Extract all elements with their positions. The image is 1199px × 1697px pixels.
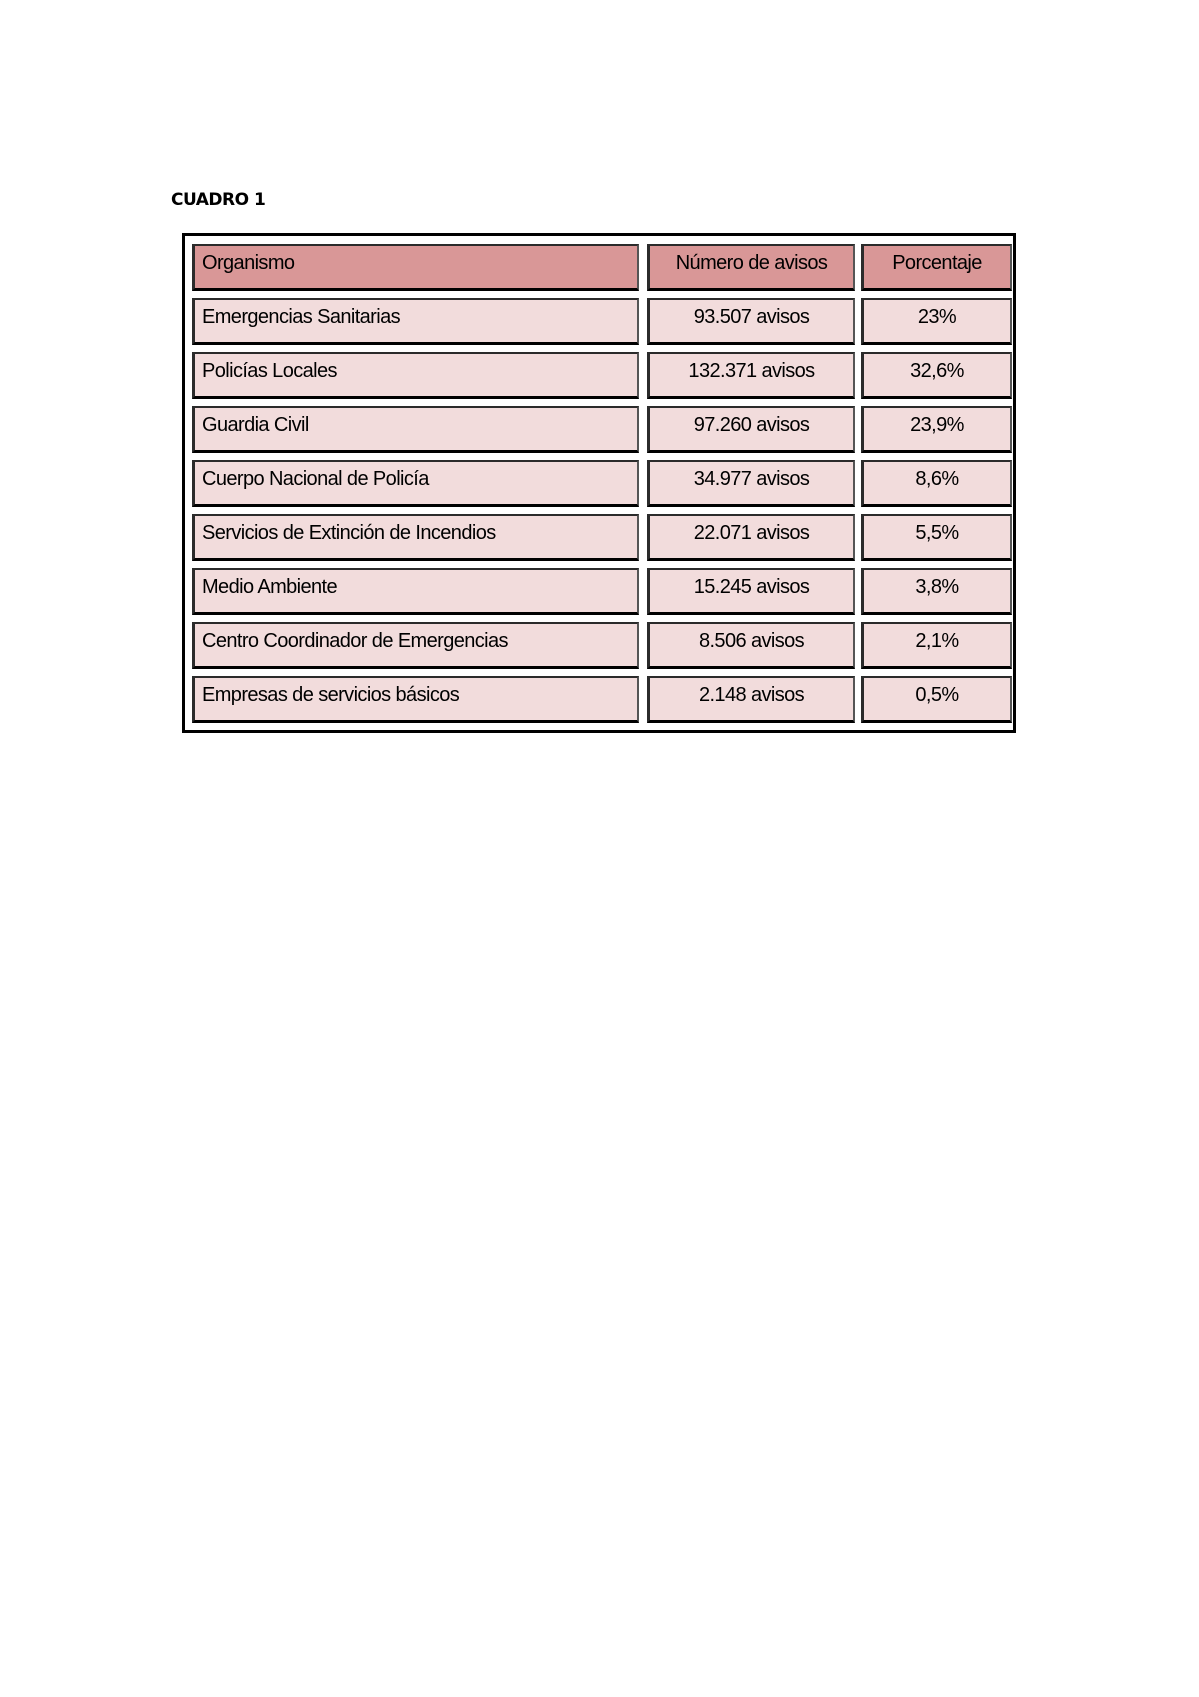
table-cell-avisos: 2.148 avisos	[647, 676, 855, 723]
table-cell-organismo: Emergencias Sanitarias	[192, 298, 639, 345]
table-header-organismo: Organismo	[192, 244, 639, 291]
table-cell-avisos: 132.371 avisos	[647, 352, 855, 399]
table-cell-porcentaje: 23%	[861, 298, 1012, 345]
table-cell-organismo: Policías Locales	[192, 352, 639, 399]
avisos-table	[182, 233, 1016, 733]
table-cell-organismo: Medio Ambiente	[192, 568, 639, 615]
table-cell-avisos: 97.260 avisos	[647, 406, 855, 453]
table-cell-organismo: Guardia Civil	[192, 406, 639, 453]
table-cell-porcentaje: 32,6%	[861, 352, 1012, 399]
page-title: CUADRO 1	[171, 190, 266, 210]
table-cell-organismo: Empresas de servicios básicos	[192, 676, 639, 723]
table-cell-avisos: 93.507 avisos	[647, 298, 855, 345]
table-cell-porcentaje: 23,9%	[861, 406, 1012, 453]
table-header-numero-avisos: Número de avisos	[647, 244, 855, 291]
table-cell-avisos: 22.071 avisos	[647, 514, 855, 561]
table-cell-avisos: 8.506 avisos	[647, 622, 855, 669]
table-cell-porcentaje: 8,6%	[861, 460, 1012, 507]
table-cell-porcentaje: 2,1%	[861, 622, 1012, 669]
table-header-porcentaje: Porcentaje	[861, 244, 1012, 291]
table-cell-porcentaje: 3,8%	[861, 568, 1012, 615]
table-cell-avisos: 15.245 avisos	[647, 568, 855, 615]
table-cell-porcentaje: 0,5%	[861, 676, 1012, 723]
table-cell-organismo: Servicios de Extinción de Incendios	[192, 514, 639, 561]
table-cell-porcentaje: 5,5%	[861, 514, 1012, 561]
table-cell-avisos: 34.977 avisos	[647, 460, 855, 507]
table-cell-organismo: Cuerpo Nacional de Policía	[192, 460, 639, 507]
table-cell-organismo: Centro Coordinador de Emergencias	[192, 622, 639, 669]
